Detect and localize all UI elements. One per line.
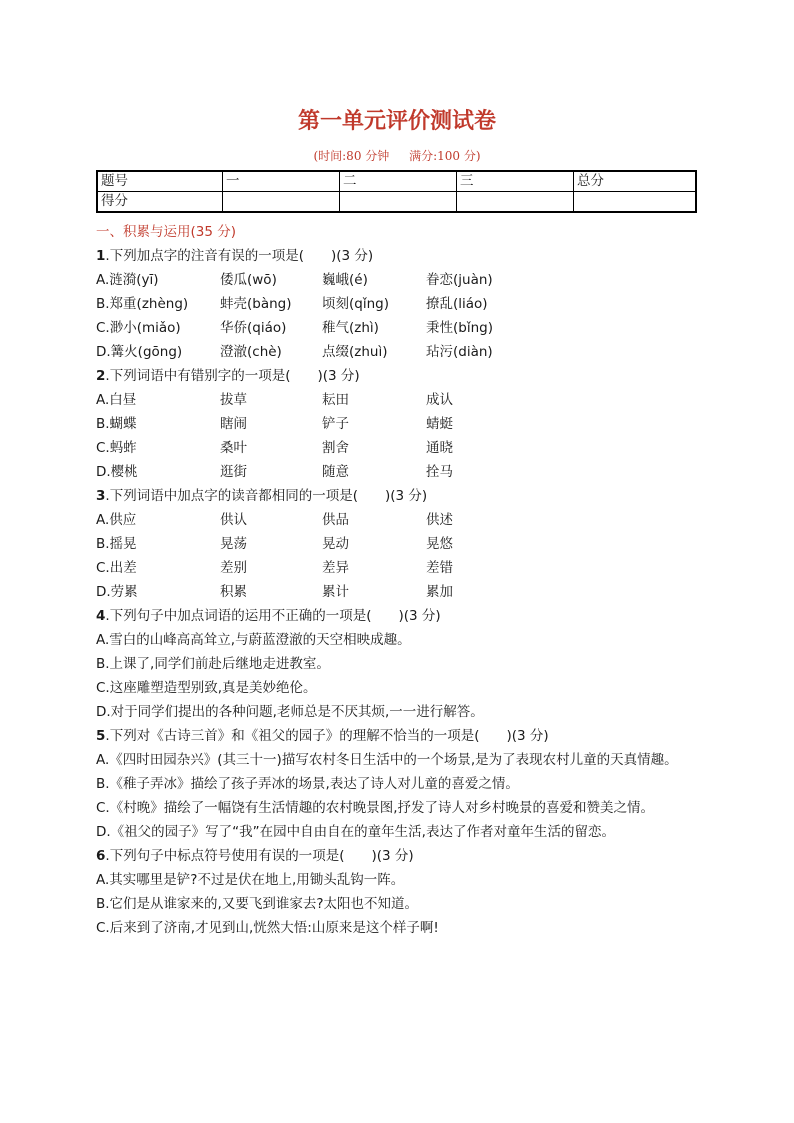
question-number: 5 xyxy=(96,728,106,744)
score-input-cell[interactable] xyxy=(223,192,340,213)
score-table xyxy=(96,170,697,213)
question-number: 4 xyxy=(96,608,106,624)
option-cell: 差别 xyxy=(220,560,247,576)
option-cell: B.郑重(zhèng) xyxy=(96,296,189,312)
option-cell: 成认 xyxy=(426,392,453,408)
question-3-stem xyxy=(96,484,706,508)
option-cell: D.篝火(gōng) xyxy=(96,344,183,360)
option-cell: C.蚂蚱 xyxy=(96,440,137,456)
question-2-option-row xyxy=(96,436,706,460)
option-cell: 蚌壳(bàng) xyxy=(220,296,292,312)
score-table-score-row xyxy=(97,192,696,213)
option-cell: 瞎闹 xyxy=(220,416,247,432)
option-cell: B.摇晃 xyxy=(96,536,137,552)
option-cell: 秉性(bǐng) xyxy=(426,320,493,336)
option-cell: 稚气(zhì) xyxy=(322,320,379,336)
option-cell: 随意 xyxy=(322,464,349,480)
time-limit: (时间:80 分钟 xyxy=(313,149,390,163)
option-cell: 铲子 xyxy=(322,416,349,432)
question-4-option: B.上课了,同学们前赴后继地走进教室。 xyxy=(96,656,330,672)
option-cell: 拴马 xyxy=(426,464,453,480)
option-cell: 累计 xyxy=(322,584,349,600)
score-table-header-row xyxy=(97,171,696,192)
score-cell: 二 xyxy=(340,171,457,192)
question-2-option-row xyxy=(96,388,706,412)
question-text: .下列句子中标点符号使用有误的一项是( )(3 分) xyxy=(105,848,414,864)
exam-info xyxy=(0,147,794,164)
question-text: .下列词语中加点字的读音都相同的一项是( )(3 分) xyxy=(105,488,428,504)
option-cell: 通晓 xyxy=(426,440,453,456)
section-heading: 一、积累与运用(35 分) xyxy=(96,224,237,240)
option-cell: 供认 xyxy=(220,512,247,528)
question-number: 1 xyxy=(96,248,106,264)
score-cell: 总分 xyxy=(574,171,697,192)
question-2-stem xyxy=(96,364,706,388)
question-3-option-row xyxy=(96,532,706,556)
question-list xyxy=(96,244,706,940)
question-1-option-row xyxy=(96,292,706,316)
option-cell: 华侨(qiáo) xyxy=(220,320,287,336)
option-cell: 玷污(diàn) xyxy=(426,344,493,360)
option-cell: 蜻蜓 xyxy=(426,416,453,432)
option-cell: 耘田 xyxy=(322,392,349,408)
question-5-option: B.《稚子弄冰》描绘了孩子弄冰的场景,表达了诗人对儿童的喜爱之情。 xyxy=(96,776,519,792)
score-cell: 三 xyxy=(457,171,574,192)
question-4-stem xyxy=(96,604,706,628)
option-cell: A.供应 xyxy=(96,512,137,528)
question-number: 6 xyxy=(96,848,106,864)
option-cell: 撩乱(liáo) xyxy=(426,296,488,312)
question-text: .下列词语中有错别字的一项是( )(3 分) xyxy=(105,368,360,384)
option-cell: 供述 xyxy=(426,512,453,528)
score-input-cell[interactable] xyxy=(457,192,574,213)
option-cell: 晃荡 xyxy=(220,536,247,552)
option-cell: 供品 xyxy=(322,512,349,528)
score-input-cell[interactable] xyxy=(340,192,457,213)
question-6-option: C.后来到了济南,才见到山,恍然大悟:山原来是这个样子啊! xyxy=(96,920,439,936)
option-cell: 澄澈(chè) xyxy=(220,344,282,360)
full-score: 满分:100 分) xyxy=(409,149,481,163)
question-4-option: C.这座雕塑造型别致,真是美妙绝伦。 xyxy=(96,680,317,696)
question-6-option: A.其实哪里是铲?不过是伏在地上,用锄头乱钩一阵。 xyxy=(96,872,405,888)
page-title: 第一单元评价测试卷 xyxy=(297,108,496,134)
option-cell: 割舍 xyxy=(322,440,349,456)
score-cell: 得分 xyxy=(97,192,223,213)
question-2-option-row xyxy=(96,412,706,436)
question-3-option-row xyxy=(96,580,706,604)
question-3-option-row xyxy=(96,508,706,532)
option-cell: 逛街 xyxy=(220,464,247,480)
option-cell: 顷刻(qǐng) xyxy=(322,296,389,312)
question-4-option: A.雪白的山峰高高耸立,与蔚蓝澄澈的天空相映成趣。 xyxy=(96,632,411,648)
option-cell: D.劳累 xyxy=(96,584,138,600)
question-4-option: D.对于同学们提出的各种问题,老师总是不厌其烦,一一进行解答。 xyxy=(96,704,484,720)
question-3-option-row xyxy=(96,556,706,580)
question-6-option: B.它们是从谁家来的,又要飞到谁家去?太阳也不知道。 xyxy=(96,896,419,912)
option-cell: A.涟漪(yī) xyxy=(96,272,159,288)
option-cell: 拔草 xyxy=(220,392,247,408)
option-cell: 差错 xyxy=(426,560,453,576)
option-cell: 晃动 xyxy=(322,536,349,552)
option-cell: D.樱桃 xyxy=(96,464,138,480)
question-text: .下列加点字的注音有误的一项是( )(3 分) xyxy=(105,248,374,264)
question-5-option: D.《祖父的园子》写了“我”在园中自由自在的童年生活,表达了作者对童年生活的留恋。 xyxy=(96,824,615,840)
question-5-option: C.《村晚》描绘了一幅饶有生活情趣的农村晚景图,抒发了诗人对乡村晚景的喜爱和赞美之情。 xyxy=(96,800,655,816)
option-cell: 积累 xyxy=(220,584,247,600)
option-cell: 桑叶 xyxy=(220,440,247,456)
question-number: 3 xyxy=(96,488,106,504)
score-cell: 题号 xyxy=(97,171,223,192)
score-input-cell[interactable] xyxy=(574,192,697,213)
option-cell: A.白昼 xyxy=(96,392,137,408)
question-5-option: A.《四时田园杂兴》(其三十一)描写农村冬日生活中的一个场景,是为了表现农村儿童的天真情趣。 xyxy=(96,752,678,768)
question-1-option-row xyxy=(96,268,706,292)
question-6-stem xyxy=(96,844,706,868)
option-cell: 累加 xyxy=(426,584,453,600)
option-cell: 晃悠 xyxy=(426,536,453,552)
option-cell: 点缀(zhuì) xyxy=(322,344,388,360)
question-number: 2 xyxy=(96,368,106,384)
question-1-stem xyxy=(96,244,706,268)
question-text: .下列句子中加点词语的运用不正确的一项是( )(3 分) xyxy=(105,608,441,624)
question-text: .下列对《古诗三首》和《祖父的园子》的理解不恰当的一项是( )(3 分) xyxy=(105,728,549,744)
question-5-stem xyxy=(96,724,706,748)
option-cell: C.渺小(miǎo) xyxy=(96,320,181,336)
option-cell: C.出差 xyxy=(96,560,137,576)
score-cell: 一 xyxy=(223,171,340,192)
question-1-option-row xyxy=(96,316,706,340)
option-cell: 倭瓜(wō) xyxy=(220,272,277,288)
question-2-option-row xyxy=(96,460,706,484)
option-cell: 差异 xyxy=(322,560,349,576)
option-cell: 眷恋(juàn) xyxy=(426,272,493,288)
option-cell: B.蝴蝶 xyxy=(96,416,137,432)
question-1-option-row xyxy=(96,340,706,364)
option-cell: 巍峨(é) xyxy=(322,272,368,288)
